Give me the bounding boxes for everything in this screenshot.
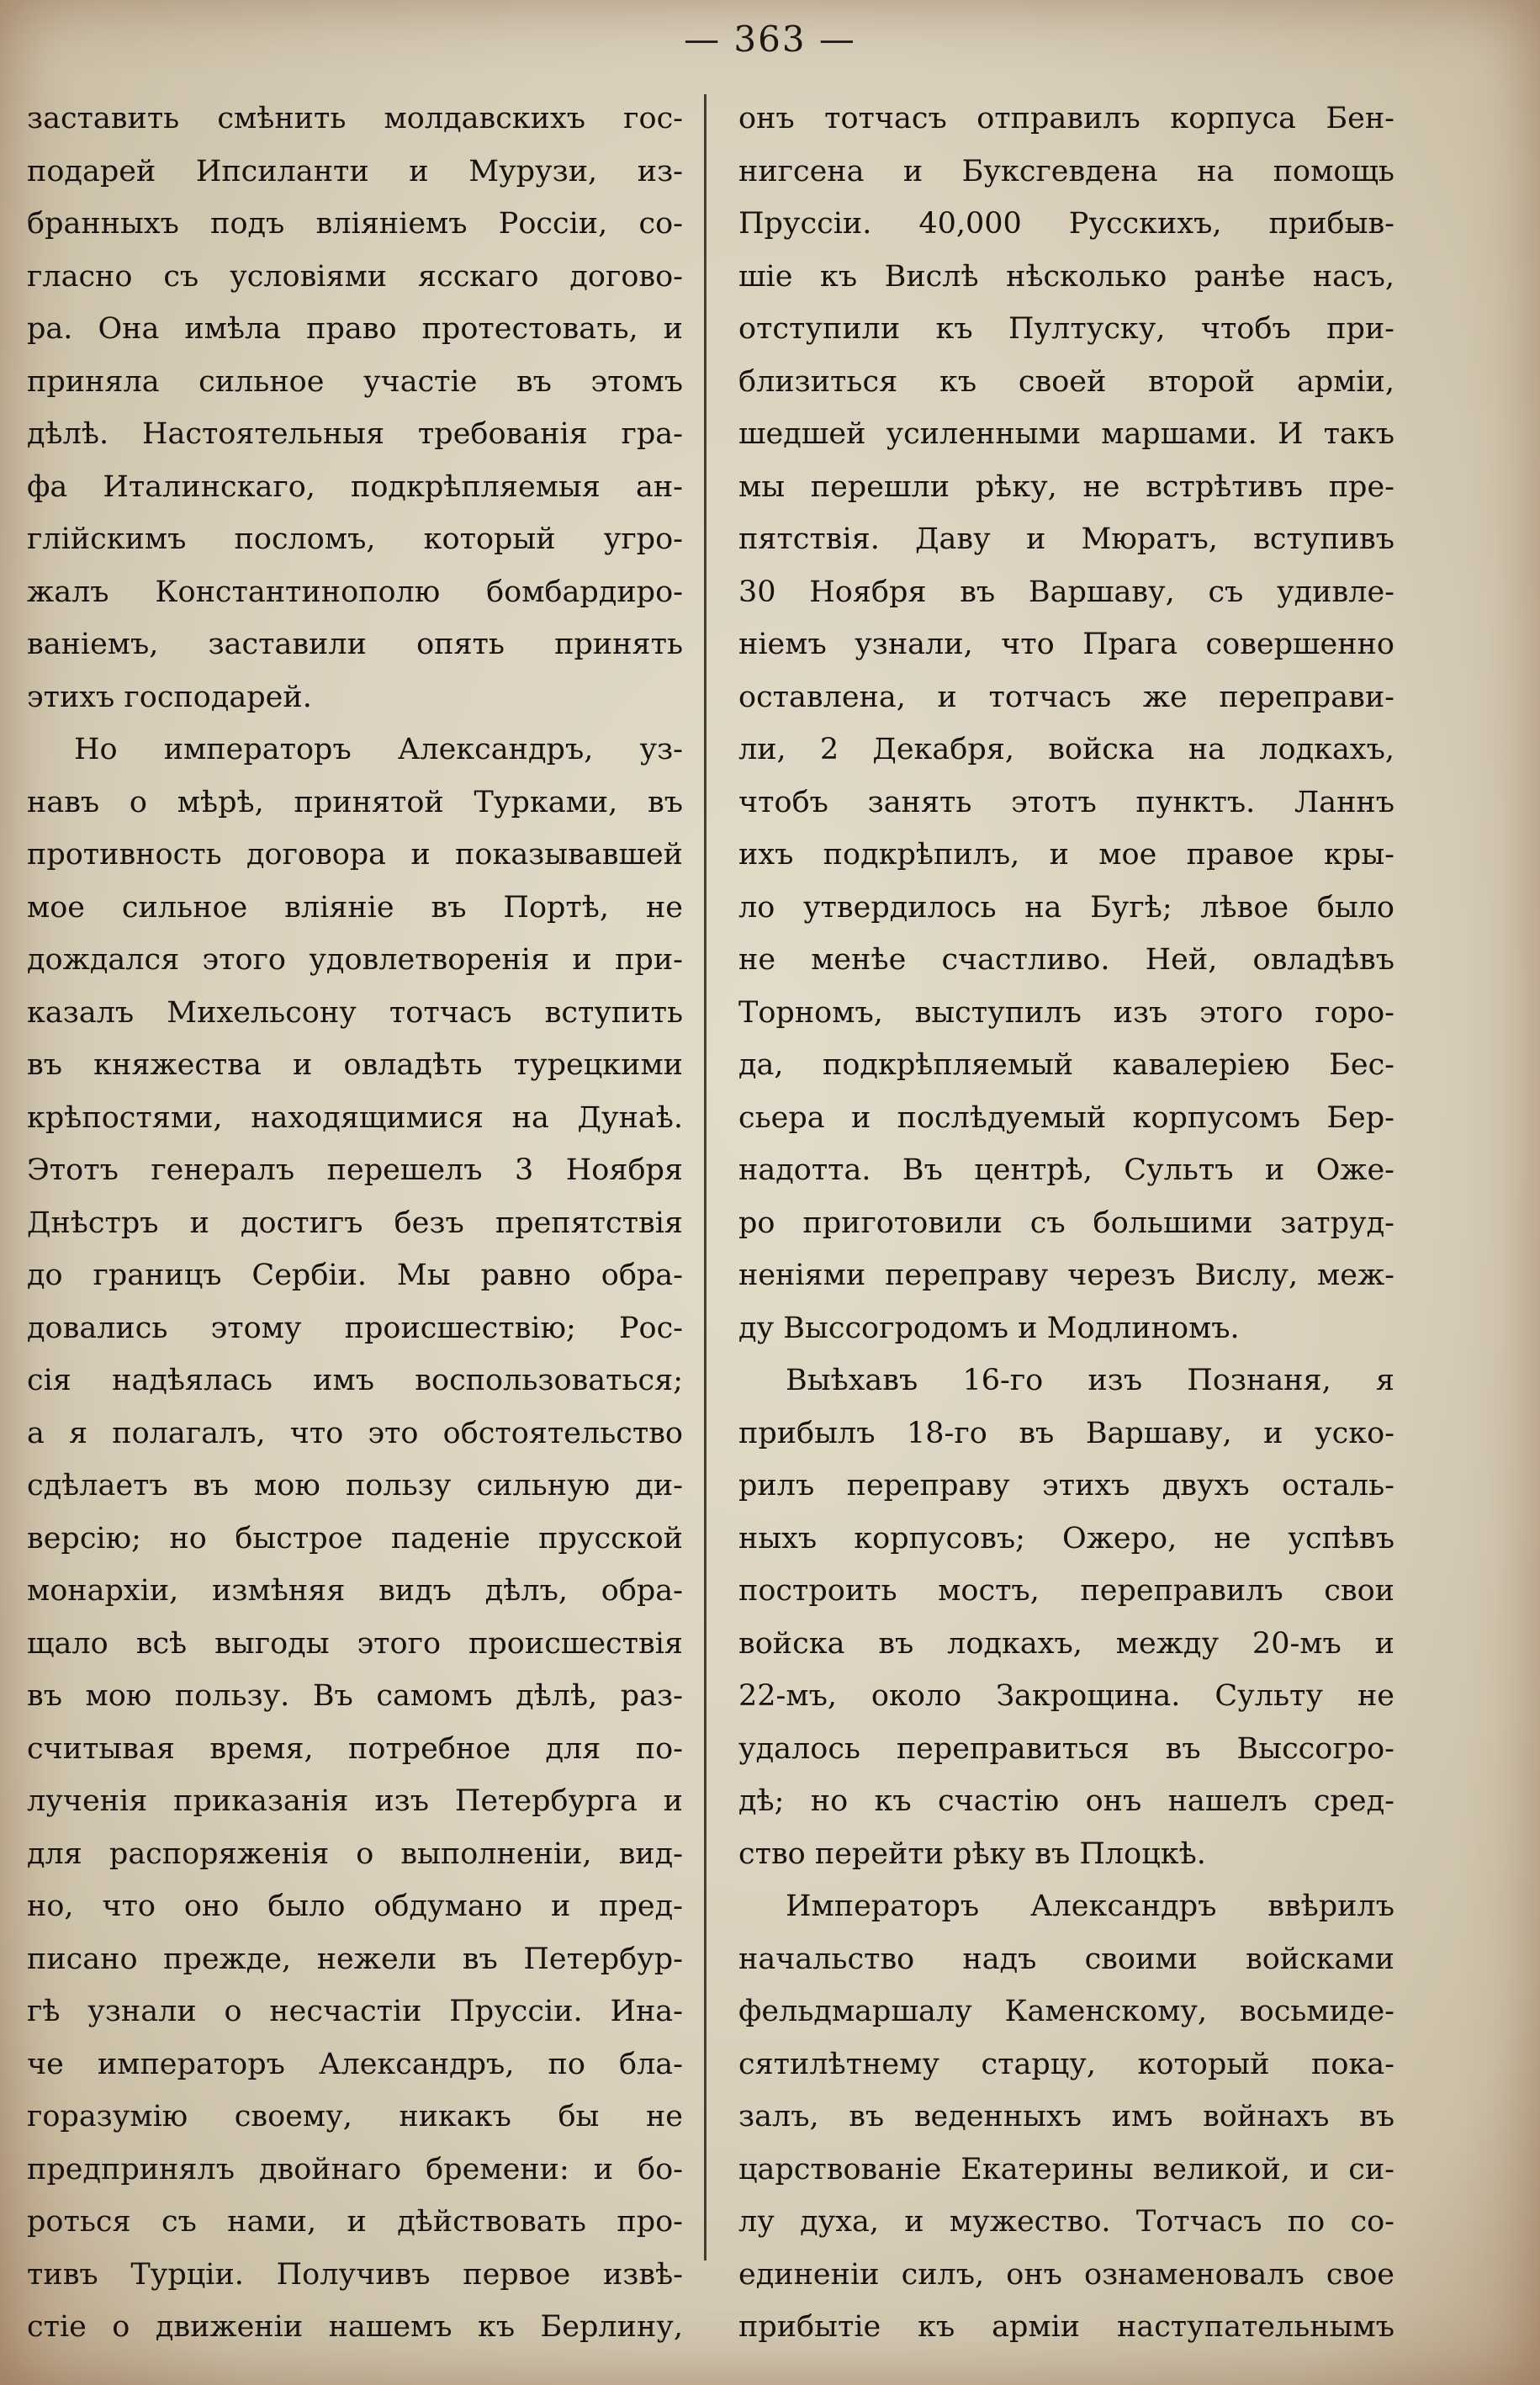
text-line: залъ, въ веденныхъ имъ войнахъ въ bbox=[738, 2100, 1394, 2133]
text-line: мы перешли рѣку, не встрѣтивъ пре- bbox=[738, 469, 1394, 504]
text-line: а я полагалъ, что это обстоятельство bbox=[27, 1416, 683, 1450]
text-line: надотта. Въ центрѣ, Сультъ и Оже- bbox=[738, 1153, 1394, 1187]
text-line: противность договора и показывавшей bbox=[27, 838, 683, 872]
text-line: сьера и послѣдуемый корпусомъ Бер- bbox=[738, 1100, 1394, 1135]
text-line: рилъ переправу этихъ двухъ осталь- bbox=[738, 1469, 1394, 1503]
text-line: фа Италинскаго, подкрѣпляемыя ан- bbox=[27, 469, 683, 504]
text-line: глійскимъ посломъ, который угро- bbox=[27, 522, 683, 556]
text-line: построить мостъ, переправилъ свои bbox=[738, 1574, 1394, 1608]
text-line: роться съ нами, и дѣйствовать про- bbox=[27, 2205, 683, 2239]
text-line: отступили къ Пултуску, чтобъ при- bbox=[738, 312, 1394, 346]
text-line: чтобъ занять этотъ пунктъ. Ланнъ bbox=[738, 785, 1394, 819]
text-line: дѣлѣ. Настоятельныя требованія гра- bbox=[27, 417, 683, 451]
text-line: навъ о мѣрѣ, принятой Турками, въ bbox=[27, 785, 683, 819]
text-line: казалъ Михельсону тотчасъ вступить bbox=[27, 995, 683, 1030]
text-line: ніемъ узнали, что Прага совершенно bbox=[738, 628, 1394, 661]
text-line: предпринялъ двойнаго бремени: и бо- bbox=[27, 2152, 683, 2186]
text-line: неніями переправу черезъ Вислу, меж- bbox=[738, 1259, 1394, 1292]
text-line: тивъ Турціи. Получивъ первое извѣ- bbox=[27, 2257, 683, 2292]
left-text-column bbox=[27, 93, 683, 2354]
column-divider bbox=[704, 94, 706, 2260]
text-line: дѣ; но къ счастію онъ нашелъ сред- bbox=[738, 1784, 1394, 1818]
text-line: стіе о движеніи нашемъ къ Берлину, bbox=[27, 2310, 683, 2344]
text-line: Императоръ Александръ ввѣрилъ bbox=[786, 1889, 1394, 1923]
text-line: удалось переправиться въ Выссогро- bbox=[738, 1731, 1394, 1766]
text-line: прибылъ 18-го въ Варшаву, и уско- bbox=[738, 1416, 1394, 1450]
text-line: онъ тотчасъ отправилъ корпуса Бен- bbox=[738, 102, 1394, 135]
text-line: сдѣлаетъ въ мою пользу сильную ди- bbox=[27, 1469, 683, 1503]
text-line: войска въ лодкахъ, между 20-мъ и bbox=[738, 1626, 1394, 1661]
text-line: для распоряженія о выполненіи, вид- bbox=[27, 1836, 683, 1871]
text-line: дождался этого удовлетворенія и при- bbox=[27, 943, 683, 977]
text-line: заставить смѣнить молдавскихъ гос- bbox=[27, 102, 683, 135]
text-line: Пруссіи. 40,000 Русскихъ, прибыв- bbox=[738, 207, 1394, 241]
text-line: ли, 2 Декабря, войска на лодкахъ, bbox=[738, 733, 1394, 766]
text-line: бранныхъ подъ вліяніемъ Россіи, со- bbox=[27, 207, 683, 241]
text-line: Торномъ, выступилъ изъ этого горо- bbox=[738, 995, 1394, 1030]
text-line: приняла сильное участіе въ этомъ bbox=[27, 364, 683, 399]
text-line: да, подкрѣпляемый кавалеріею Бес- bbox=[738, 1048, 1394, 1082]
text-line: Днѣстръ и достигъ безъ препятствія bbox=[27, 1206, 683, 1240]
text-line: ихъ подкрѣпилъ, и мое правое кры- bbox=[738, 838, 1394, 872]
text-line: ра. Она имѣла право протестовать, и bbox=[27, 312, 683, 346]
text-line: единеніи силъ, онъ ознаменовалъ свое bbox=[738, 2257, 1394, 2292]
text-line: считывая время, потребное для по- bbox=[27, 1731, 683, 1766]
text-line: горазумію своему, никакъ бы не bbox=[27, 2100, 683, 2133]
text-line: Выѣхавъ 16-го изъ Познаня, я bbox=[786, 1364, 1394, 1397]
text-line: 22-мъ, около Закрощина. Сульту не bbox=[738, 1679, 1394, 1713]
text-line: лу духа, и мужество. Тотчасъ по со- bbox=[738, 2205, 1394, 2239]
text-line: мое сильное вліяніе въ Портѣ, не bbox=[27, 890, 683, 925]
text-line: щало всѣ выгоды этого происшествія bbox=[27, 1626, 683, 1661]
text-line: крѣпостями, находящимися на Дунаѣ. bbox=[27, 1100, 683, 1135]
text-line: сія надѣялась имъ воспользоваться; bbox=[27, 1364, 683, 1397]
text-line: до границъ Сербіи. Мы равно обра- bbox=[27, 1259, 683, 1292]
text-line: нигсена и Буксгевдена на помощь bbox=[738, 154, 1394, 188]
text-line: гѣ узнали о несчастіи Пруссіи. Ина- bbox=[27, 1995, 683, 2028]
text-line: жалъ Константинополю бомбардиро- bbox=[27, 575, 683, 609]
text-line: шедшей усиленными маршами. И такъ bbox=[738, 417, 1394, 451]
text-line: ло утвердилось на Бугѣ; лѣвое было bbox=[738, 890, 1394, 925]
text-line: шіе къ Вислѣ нѣсколько ранѣе насъ, bbox=[738, 259, 1394, 294]
text-line: ныхъ корпусовъ; Ожеро, не успѣвъ bbox=[738, 1521, 1394, 1556]
text-line: че императоръ Александръ, по бла- bbox=[27, 2047, 683, 2081]
text-line: 30 Ноября въ Варшаву, съ удивле- bbox=[738, 575, 1394, 609]
text-line: царствованіе Екатерины великой, и си- bbox=[738, 2152, 1394, 2186]
text-line: ро приготовили съ большими затруд- bbox=[738, 1206, 1394, 1240]
text-line: оставлена, и тотчасъ же переправи- bbox=[738, 680, 1394, 714]
text-line: писано прежде, нежели въ Петербур- bbox=[27, 1942, 683, 1976]
text-line: Этотъ генералъ перешелъ 3 Ноября bbox=[27, 1153, 683, 1187]
text-line: довались этому происшествію; Рос- bbox=[27, 1311, 683, 1345]
text-line: версію; но быстрое паденіе прусской bbox=[27, 1521, 683, 1556]
text-line: близиться къ своей второй арміи, bbox=[738, 364, 1394, 399]
text-line: прибытіе къ арміи наступательнымъ bbox=[738, 2310, 1394, 2344]
right-text-column bbox=[738, 93, 1394, 2354]
text-line: Но императоръ Александръ, уз- bbox=[74, 733, 683, 766]
text-line: фельдмаршалу Каменскому, восьмиде- bbox=[738, 1995, 1394, 2028]
text-line: въ мою пользу. Въ самомъ дѣлѣ, раз- bbox=[27, 1679, 683, 1713]
text-line: ство перейти рѣку въ Плоцкѣ. bbox=[738, 1836, 1206, 1871]
text-line: ваніемъ, заставили опять принять bbox=[27, 628, 683, 661]
text-line: этихъ господарей. bbox=[27, 680, 312, 714]
text-line: въ княжества и овладѣть турецкими bbox=[27, 1048, 683, 1082]
text-line: не менѣе счастливо. Ней, овладѣвъ bbox=[738, 943, 1394, 977]
text-line: подарей Ипсиланти и Мурузи, из- bbox=[27, 154, 683, 188]
text-line: сятилѣтнему старцу, который пока- bbox=[738, 2047, 1394, 2081]
text-line: монархіи, измѣняя видъ дѣлъ, обра- bbox=[27, 1574, 683, 1608]
text-line: гласно съ условіями ясскаго догово- bbox=[27, 259, 683, 294]
text-line: начальство надъ своими войсками bbox=[738, 1942, 1394, 1976]
text-line: лученія приказанія изъ Петербурга и bbox=[27, 1784, 683, 1818]
page-number: — 363 — bbox=[684, 19, 856, 60]
text-line: но, что оно было обдумано и пред- bbox=[27, 1889, 683, 1923]
text-line: ду Выссогродомъ и Модлиномъ. bbox=[738, 1311, 1240, 1345]
text-line: пятствія. Даву и Мюратъ, вступивъ bbox=[738, 522, 1394, 556]
